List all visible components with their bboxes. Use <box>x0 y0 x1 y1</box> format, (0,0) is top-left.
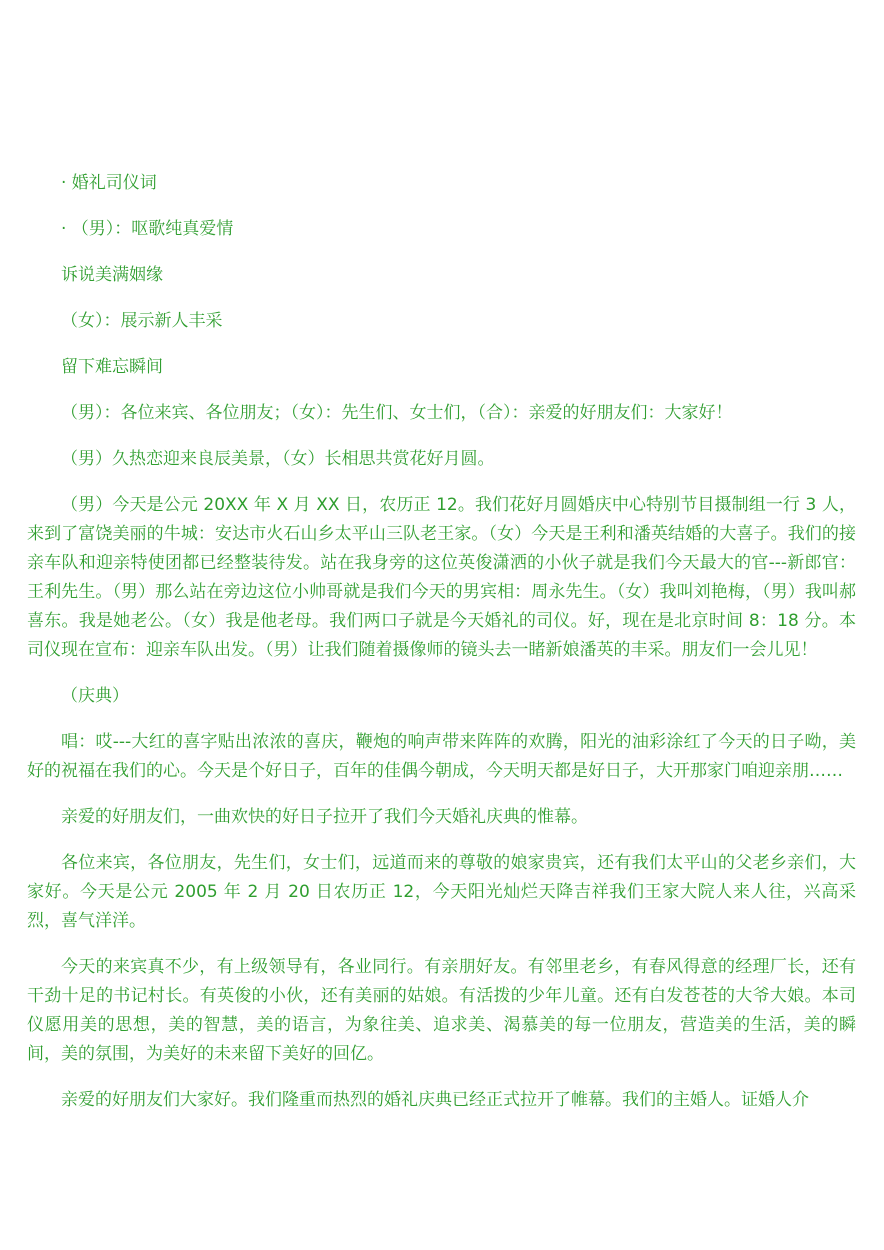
paragraph: （男）久热恋迎来良辰美景，（女）长相思共赏花好月圆。 <box>61 449 495 469</box>
paragraph: 亲爱的好朋友们大家好。我们隆重而热烈的婚礼庆典已经正式拉开了帷幕。我们的主婚人。证婚人介 <box>61 1090 809 1110</box>
paragraph: （男）今天是公元 20XX 年 X 月 XX 日，农历正 12。我们花好月圆婚庆中心特别节目摄制组一行 3 人，来到了富饶美丽的牛城：安达市火石山乡太平山三队老王家。（女）今天是王利和潘英结婚的大喜子。我们的接亲车队和迎亲特使团都已经整装待发。站在我身旁的这位英俊潇洒的小伙子就是我们今天最大的官---新郎官：王利先生。（男）那么站在旁边这位小帅哥就是我们今天的男宾相：周永先生。（女）我叫刘艳梅，（男）我叫郝喜东。我是她老公。（女）我是他老母。我们两口子就是今天婚礼的司仪。好，现在是北京时间 8：18 分。本司仪现在宣布：迎亲车队出发。（男）让我们随着摄像师的镜头去一睹新娘潘英的丰采。朋友们一会儿见！ <box>27 495 856 660</box>
paragraph: 亲爱的好朋友们，一曲欢快的好日子拉开了我们今天婚礼庆典的惟幕。 <box>61 807 588 827</box>
paragraph: （庆典） <box>61 686 129 706</box>
paragraph: 各位来宾，各位朋友，先生们，女士们，远道而来的尊敬的娘家贵宾，还有我们太平山的父老乡亲们，大家好。今天是公元 2005 年 2 月 20 日农历正 12，今天阳光灿烂天降吉祥我们王家大院人来人往，兴高采烈，喜气洋洋。 <box>27 853 856 931</box>
paragraph: （男）：各位来宾、各位朋友；（女）：先生们、女士们，（合）：亲爱的好朋友们：大家好！ <box>61 403 733 423</box>
paragraph: 诉说美满姻缘 <box>61 265 163 285</box>
paragraph: 今天的来宾真不少，有上级领导有，各业同行。有亲朋好友。有邻里老乡，有春风得意的经理厂长，还有干劲十足的书记村长。有英俊的小伙，还有美丽的姑娘。有活拨的少年儿童。还有白发苍苍的大爷大娘。本司仪愿用美的思想，美的智慧，美的语言，为象往美、追求美、渴慕美的每一位朋友，营造美的生活，美的瞬间，美的氛围，为美好的未来留下美好的回亿。 <box>27 957 856 1064</box>
document-title-line: · 婚礼司仪词 <box>61 173 157 193</box>
paragraph: 唱：哎---大红的喜字贴出浓浓的喜庆，鞭炮的响声带来阵阵的欢腾，阳光的油彩涂红了今天的日子呦，美好的祝福在我们的心。今天是个好日子，百年的佳偶今朝成，今天明天都是好日子，大开那家门咱迎亲朋…… <box>27 732 856 781</box>
paragraph: （女）：展示新人丰采 <box>61 311 223 331</box>
paragraph: 留下难忘瞬间 <box>61 357 163 377</box>
bullet-line: · （男）：呕歌纯真爱情 <box>61 219 234 239</box>
